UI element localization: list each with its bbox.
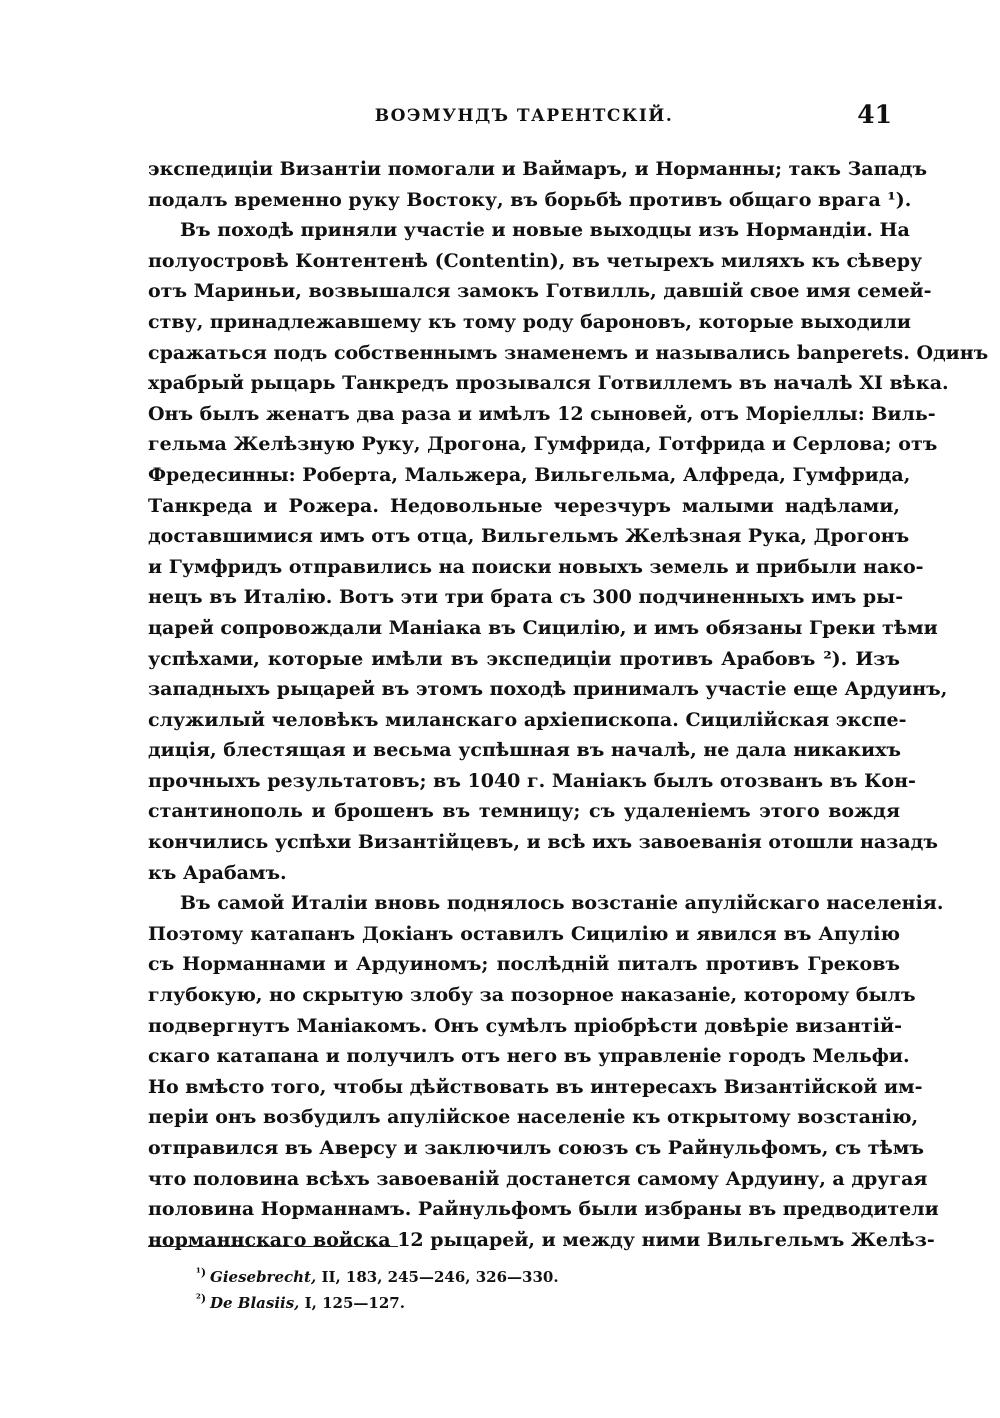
text-line: половина Норманнамъ. Райнульфомъ были избраны въ предводители xyxy=(148,1198,939,1221)
text-line: нецъ въ Италію. Вотъ эти три брата съ 300 подчиненныхъ имъ ры- xyxy=(148,586,904,609)
text-line: Въ самой Италіи вновь поднялось возстаніе апулійскаго населенія. xyxy=(180,892,944,915)
footnote xyxy=(196,1290,796,1316)
text-line: подалъ временно руку Востоку, въ борьбѣ противъ общаго врага ¹). xyxy=(148,188,912,211)
text-line: Но вмѣсто того, чтобы дѣйствовать въ интересахъ Византійской им- xyxy=(148,1075,923,1098)
footnotes xyxy=(196,1264,796,1316)
text-line: Онъ былъ женатъ два раза и имѣлъ 12 сыновей, отъ Моріеллы: Виль- xyxy=(148,402,936,425)
text-line: глубокую, но скрытую злобу за позорное наказаніе, которому былъ xyxy=(148,984,916,1007)
text-line: съ Норманнами и Ардуиномъ; послѣдній питалъ противъ Грековъ xyxy=(148,953,900,976)
text-line: царей сопровождали Маніака въ Сицилію, и имъ обязаны Греки тѣми xyxy=(148,616,938,639)
text-line: Фредесинны: Роберта, Мальжера, Вильгельма, Алфреда, Гумфрида, xyxy=(148,463,911,486)
footnote-divider xyxy=(148,1246,398,1247)
text-line: что половина всѣхъ завоеваній достанется самому Ардуину, а другая xyxy=(148,1167,928,1190)
footnote-author: De Blasiis, xyxy=(210,1294,300,1312)
text-line: норманнскаго войска 12 рыцарей, и между ними Вильгельмъ Желѣз- xyxy=(148,1228,935,1251)
text-line: храбрый рыцарь Танкредъ прозывался Готвиллемъ въ началѣ XI вѣка. xyxy=(148,372,949,395)
text-line: гельма Желѣзную Руку, Дрогона, Гумфрида, Готфрида и Серлова; отъ xyxy=(148,433,938,456)
text-line: кончились успѣхи Византійцевъ, и всѣ ихъ завоеванія отошли назадъ xyxy=(148,831,938,854)
text-line: экспедиціи Византіи помогали и Ваймаръ, и Норманны; такъ Западъ xyxy=(148,158,928,180)
footnote-author: Giesebrecht, xyxy=(210,1268,317,1286)
text-line: отправился въ Аверсу и заключилъ союзъ съ Райнульфомъ, съ тѣмъ xyxy=(148,1137,924,1159)
text-line: диція, блестящая и весьма успѣшная въ началѣ, не дала никакихъ xyxy=(148,739,901,762)
text-line: Танкреда и Рожера. Недовольные черезчуръ малыми надѣлами, xyxy=(148,494,900,517)
text-line: сражаться подъ собственнымъ знаменемъ и назывались banperets. Одинъ xyxy=(148,341,989,364)
footnote-mark: ²) xyxy=(196,1292,207,1305)
text-line: ству, принадлежавшему къ тому роду бароновъ, которые выходили xyxy=(148,310,912,333)
text-line: и Гумфридъ отправились на поиски новыхъ земель и прибыли нако- xyxy=(148,555,924,578)
text-line: къ Арабамъ. xyxy=(148,861,287,884)
running-title: ВОЭМУНДЪ ТАРЕНТСКІЙ. xyxy=(374,106,674,126)
footnote-reference: I, 125—127. xyxy=(304,1294,405,1312)
page-header xyxy=(148,100,900,134)
main-text xyxy=(148,154,989,1255)
text-line: Поэтому катапанъ Докіанъ оставилъ Сицилію и явился въ Апулію xyxy=(148,922,900,945)
text-line: скаго катапана и получилъ отъ него въ управленіе городъ Мельфи. xyxy=(148,1045,910,1068)
text-line: отъ Мариньи, возвышался замокъ Готвилль, давшій свое имя семей- xyxy=(148,280,932,303)
text-line: подвергнутъ Маніакомъ. Онъ сумѣлъ пріобрѣсти довѣріе византій- xyxy=(148,1014,902,1037)
text-line: служилый человѣкъ миланскаго архіепископа. Сицилійская экспе- xyxy=(148,708,907,731)
footnote-reference: II, 183, 245—246, 326—330. xyxy=(321,1268,559,1286)
text-line: Въ походѣ приняли участіе и новые выходцы изъ Нормандіи. На xyxy=(180,219,910,242)
text-line: періи онъ возбудилъ апулійское населеніе къ открытому возстанію, xyxy=(148,1106,919,1129)
text-line: стантинополь и брошенъ въ темницу; съ удаленіемъ этого вождя xyxy=(148,800,900,823)
text-line: доставшимися имъ отъ отца, Вильгельмъ Желѣзная Рука, Дрогонъ xyxy=(148,525,910,548)
text-line: успѣхами, которые имѣли въ экспедиціи противъ Арабовъ ²). Изъ xyxy=(148,647,900,670)
text-line: прочныхъ результатовъ; въ 1040 г. Маніакъ былъ отозванъ въ Кон- xyxy=(148,769,916,792)
text-line: западныхъ рыцарей въ этомъ походѣ принималъ участіе еще Ардуинъ, xyxy=(148,678,948,701)
footnote-mark: ¹) xyxy=(196,1266,207,1279)
text-line: полуостровѣ Контентенѣ (Contentin), въ четырехъ миляхъ къ сѣверу xyxy=(148,249,923,272)
footnote xyxy=(196,1264,796,1290)
page-number: 41 xyxy=(857,100,892,129)
